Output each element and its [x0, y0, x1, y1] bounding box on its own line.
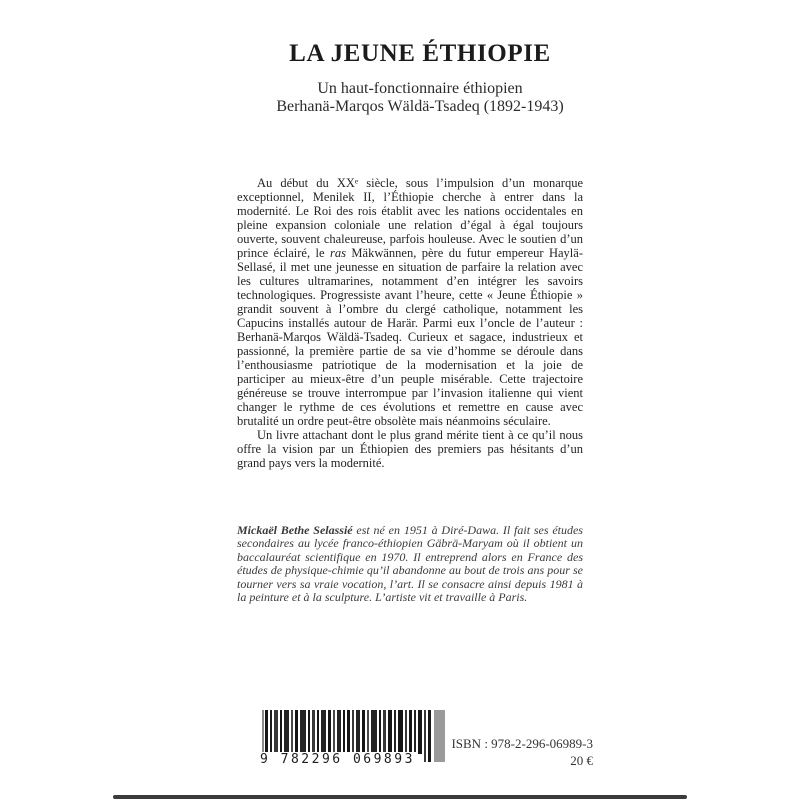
barcode-digits: 9 782296 069893 [260, 752, 415, 767]
book-title: LA JEUNE ÉTHIOPIE [289, 40, 551, 67]
price-text: 20 € [570, 753, 593, 768]
author-bio-text: Mickaël Bethe Selassié est né en 1951 à Diré-Dawa. Il fait ses études secondaires au lycée franco-éthiopien Gäbrä-Maryam où il obtient un baccalauréat scientifique en 1970. Il entreprend alors en France des études de physique-chimie qu’il abandonne au bout de trois ans pour se tourner vers sa vraie vocation, l’art. Il se consacre ainsi depuis 1981 à la peinture et à la sculpture. L’artiste vit et travaille à Paris. [237, 523, 583, 605]
subtitle-line: Un haut-fonctionnaire éthiopien [317, 80, 523, 97]
subtitle-line: Berhanä-Marqos Wäldä-Tsadeq (1892-1943) [276, 98, 564, 115]
page-bottom-edge [113, 795, 687, 799]
subtitle [0, 80, 800, 116]
isbn-text: ISBN : 978-2-296-06989-3 [451, 736, 593, 751]
body-text: Au début du XXᵉ siècle, sous l’impulsion d’un monarque exceptionnel, Menilek II, l’Éthiopie cherche à entrer dans la modernité. Le Roi des rois établit avec les nations occidentales en pleine expansion coloniale une relation d’égal à égal toujours ouverte, souvent chaleureuse, parfois houleuse. Avec le soutien d’un prince éclairé, le ras Mäkwännen, père du futur empereur Haylä-Sellasé, il met une jeunesse en situation de parfaire la relation avec les cultures ultramarines, notamment d’en intégrer les savoirs technologiques. Progressiste avant l’heure, cette « Jeune Éthiopie » grandit souvent à l’ombre du clergé catholique, notamment les Capucins installés autour de Harär. Parmi eux l’oncle de l’auteur : Berhanä-Marqos Wäldä-Tsadeq. Curieux et sagace, industrieux et passionné, la première partie de sa vie d’homme se déroule dans l’enthousiasme patriotique de la modernisation et la joie de participer au mieux-être d’un peuple misérable. Cette trajectoire généreuse se trouve interrompue par l’invasion italienne qui vient changer le rythme de ces évolutions et remettre en cause avec brutalité un ordre peut-être obsolète mais néanmoins séculaire. Un livre attachant dont le plus grand mérite tient à ce qu’il nous offre la vision par un Éthiopien des premiers pas hésitants d’un grand pays vers la modernité. [237, 176, 583, 470]
isbn-price-block [393, 735, 593, 769]
